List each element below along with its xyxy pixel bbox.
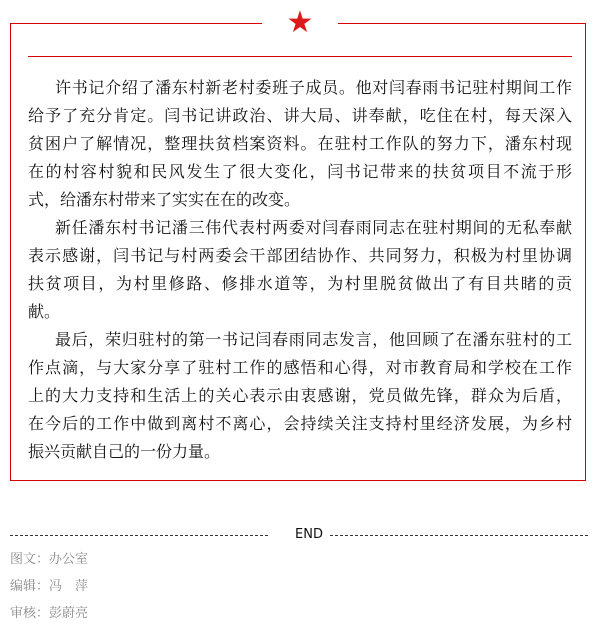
- credit-editor: 编辑：冯 萍: [10, 579, 89, 594]
- end-divider: [10, 526, 588, 544]
- divider-line: [28, 56, 572, 57]
- paragraph-line: 式，给潘东村带来了实实在在的改变。: [28, 190, 301, 209]
- end-label: END: [295, 527, 323, 542]
- paragraph-line: 新任潘东村书记潘三伟代表村两委对闫春雨同志在驻村期间的无私奉献: [55, 218, 572, 237]
- paragraph-line: 献。: [28, 302, 61, 321]
- paragraph-line: 作点滴，与大家分享了驻村工作的感悟和心得，对市教育局和学校在工作: [28, 358, 572, 377]
- credit-reviewer: 审核：彭蔚亮: [10, 606, 89, 621]
- paragraph-line: 在今后的工作中做到离村不离心，会持续关注支持村里经济发展，为乡村: [28, 414, 572, 433]
- paragraph-line: 上的大力支持和生活上的关心表示由衷感谢，党员做先锋，群众为后盾，: [28, 386, 572, 405]
- paragraph-line: 许书记介绍了潘东村新老村委班子成员。他对闫春雨书记驻村期间工作: [55, 78, 572, 97]
- article-body: [28, 74, 572, 466]
- paragraph-line: 最后，荣归驻村的第一书记闫春雨同志发言，他回顾了在潘东驻村的工: [55, 330, 572, 349]
- paragraph: [28, 74, 572, 214]
- paragraph-line: 给予了充分肯定。闫书记讲政治、讲大局、讲奉献，吃住在村，每天深入: [28, 106, 572, 125]
- dashed-line-right: [330, 535, 588, 536]
- paragraph-line: 振兴贡献自己的一份力量。: [28, 442, 221, 461]
- paragraph-line: 扶贫项目，为村里修路、修排水道等，为村里脱贫做出了有目共睹的贡: [28, 274, 572, 293]
- dashed-line-left: [10, 535, 268, 536]
- paragraph-line: 贫困户了解情况，整理扶贫档案资料。在驻村工作队的努力下，潘东村现: [28, 134, 572, 153]
- red-star-icon: ★: [286, 5, 314, 40]
- star-ornament: [262, 5, 338, 40]
- paragraph: [28, 214, 572, 326]
- paragraph: [28, 326, 572, 466]
- paragraph-line: 表示感谢，闫书记与村两委会干部团结协作、共同努力，积极为村里协调: [28, 246, 572, 265]
- paragraph-line: 在的村容村貌和民风发生了很大变化，闫书记带来的扶贫项目不流于形: [28, 162, 572, 181]
- credit-author: 图文：办公室: [10, 552, 89, 567]
